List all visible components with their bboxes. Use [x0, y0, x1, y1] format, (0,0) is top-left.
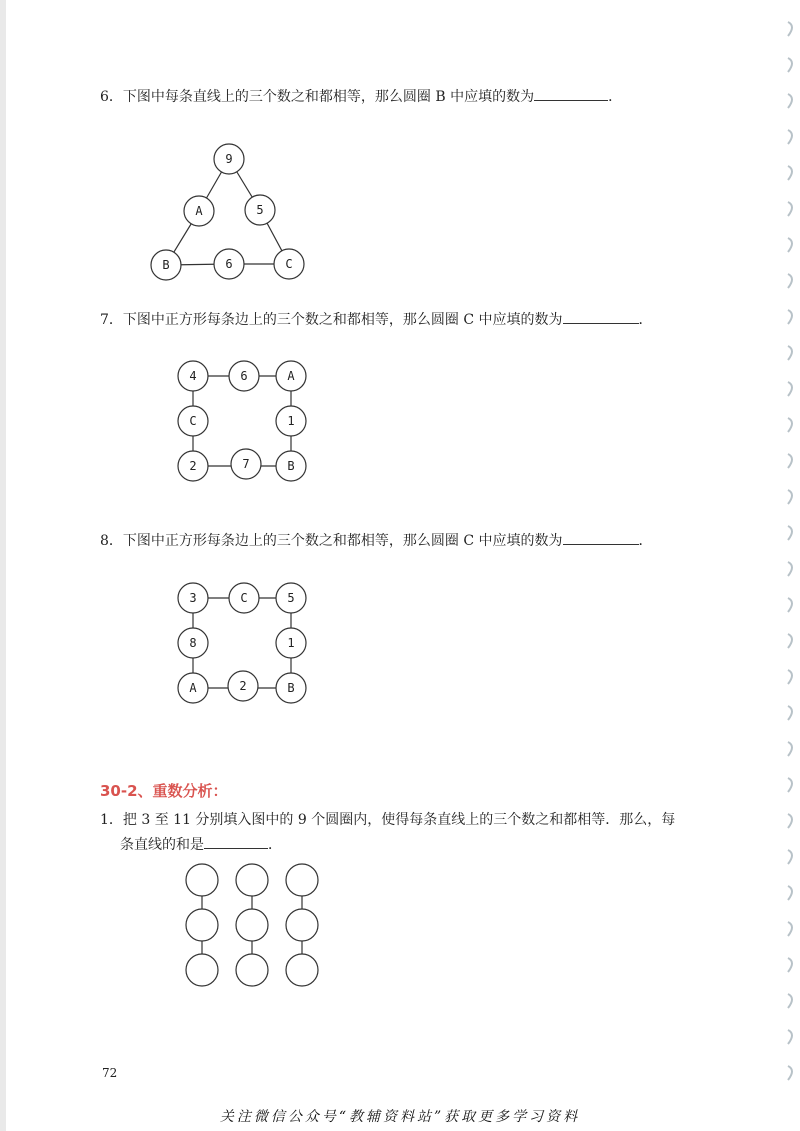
- circle-tr: [276, 361, 306, 391]
- svg-text:9: 9: [225, 152, 233, 166]
- problem-1-end: ．: [268, 837, 282, 853]
- problem-1-line-2-text: 条直线的和是: [120, 837, 204, 853]
- answer-blank[interactable]: [204, 834, 268, 849]
- three-column-figure: [180, 860, 330, 990]
- empty-circle[interactable]: [236, 864, 268, 896]
- svg-text:6: 6: [240, 369, 248, 383]
- circle-tm: [229, 583, 259, 613]
- svg-text:7: 7: [242, 457, 250, 471]
- empty-circle[interactable]: [186, 864, 218, 896]
- question-8: [100, 530, 653, 551]
- square-figure-7: [160, 358, 320, 488]
- svg-text:5: 5: [287, 591, 295, 605]
- question-8-end: ．: [638, 533, 653, 549]
- circle-tl: [178, 583, 208, 613]
- circle-6: [214, 249, 244, 279]
- svg-text:1: 1: [287, 636, 295, 650]
- svg-text:A: A: [195, 204, 203, 218]
- empty-circle[interactable]: [236, 954, 268, 986]
- svg-text:B: B: [162, 258, 170, 272]
- circle-bl: [178, 451, 208, 481]
- svg-text:B: B: [287, 459, 295, 473]
- svg-text:A: A: [287, 369, 295, 383]
- empty-circle[interactable]: [186, 909, 218, 941]
- circle-br: [276, 451, 306, 481]
- circle-br: [276, 673, 306, 703]
- question-7-text: 7．下图中正方形每条边上的三个数之和都相等，那么圆圈 C 中应填的数为: [100, 312, 563, 328]
- question-6-end: ．: [608, 89, 623, 105]
- svg-text:3: 3: [189, 591, 197, 605]
- circle-bm: [228, 671, 258, 701]
- svg-text:A: A: [189, 681, 197, 695]
- question-6-text: 6．下图中每条直线上的三个数之和都相等，那么圆圈 B 中应填的数为: [100, 89, 535, 105]
- svg-text:C: C: [285, 257, 293, 271]
- circle-tr: [276, 583, 306, 613]
- answer-blank[interactable]: [563, 530, 639, 545]
- svg-text:C: C: [240, 591, 248, 605]
- circle-ml: [178, 406, 208, 436]
- answer-blank[interactable]: [534, 86, 608, 101]
- circle-top: [214, 144, 244, 174]
- empty-circle[interactable]: [186, 954, 218, 986]
- circle-c: [274, 249, 304, 279]
- question-6: [100, 86, 622, 107]
- svg-text:C: C: [189, 414, 197, 428]
- circle-tm: [229, 361, 259, 391]
- circle-mr: [276, 406, 306, 436]
- triangle-figure: [140, 138, 320, 288]
- circle-tl: [178, 361, 208, 391]
- empty-circle[interactable]: [286, 864, 318, 896]
- problem-1-line-2: [120, 834, 282, 855]
- svg-text:B: B: [287, 681, 295, 695]
- svg-text:6: 6: [225, 257, 233, 271]
- circle-b: [151, 250, 181, 280]
- svg-text:4: 4: [189, 369, 197, 383]
- svg-text:2: 2: [189, 459, 197, 473]
- empty-circle[interactable]: [236, 909, 268, 941]
- empty-circle[interactable]: [286, 909, 318, 941]
- circle-mr: [276, 628, 306, 658]
- svg-text:8: 8: [189, 636, 197, 650]
- circle-bm: [231, 449, 261, 479]
- square-figure-8: [160, 580, 320, 710]
- circle-a: [184, 196, 214, 226]
- question-7: [100, 309, 653, 330]
- footer-note: 关注微信公众号“教辅资料站”获取更多学习资料: [219, 1109, 581, 1125]
- page-edge: [0, 0, 6, 1131]
- question-8-text: 8．下图中正方形每条边上的三个数之和都相等，那么圆圈 C 中应填的数为: [100, 533, 563, 549]
- empty-circle[interactable]: [286, 954, 318, 986]
- answer-blank[interactable]: [563, 309, 639, 324]
- page-number: 72: [102, 1066, 118, 1080]
- spiral-binding: [770, 0, 800, 1131]
- svg-text:5: 5: [256, 203, 264, 217]
- circle-ml: [178, 628, 208, 658]
- svg-text:1: 1: [287, 414, 295, 428]
- svg-text:2: 2: [239, 679, 247, 693]
- circle-5: [245, 195, 275, 225]
- circle-bl: [178, 673, 208, 703]
- section-heading: 30-2、重数分析：: [100, 782, 228, 800]
- problem-1-line-1: 1．把 3 至 11 分别填入图中的 9 个圆圈内，使得每条直线上的三个数之和都相等．那么，每: [100, 812, 676, 828]
- question-7-end: ．: [638, 312, 653, 328]
